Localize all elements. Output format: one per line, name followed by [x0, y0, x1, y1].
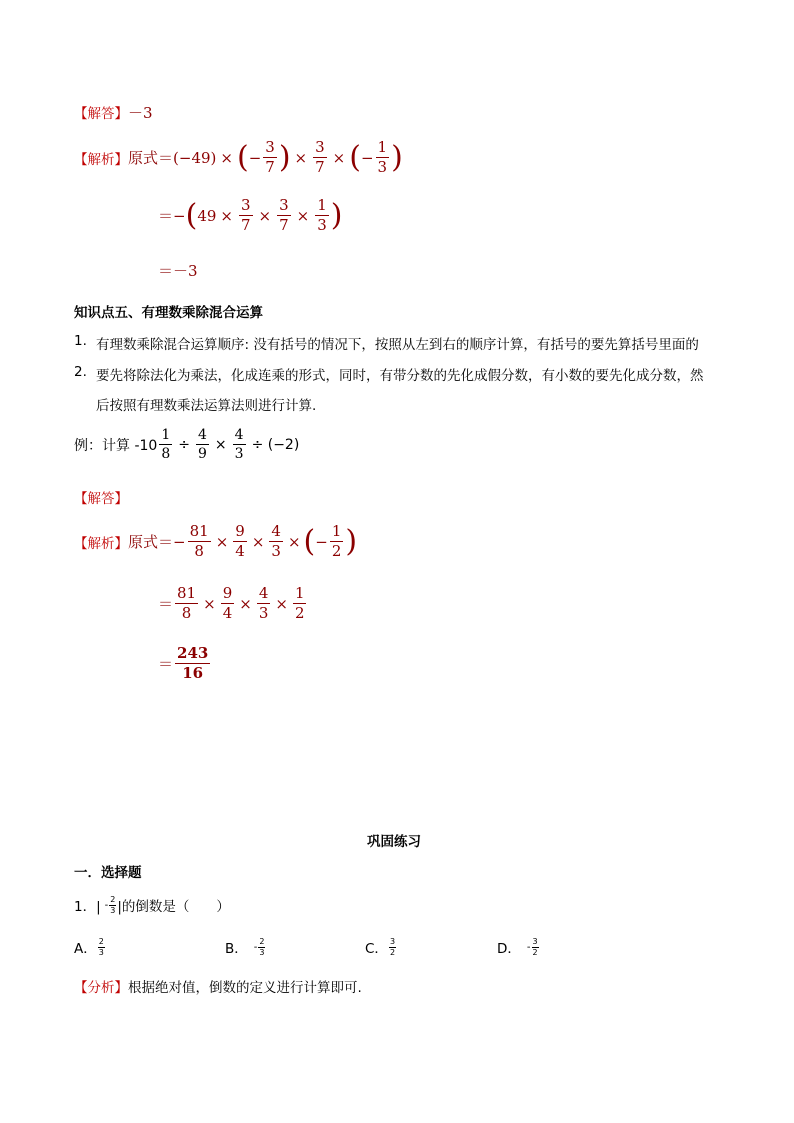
fraction: 2 3: [110, 894, 116, 915]
answer-value: －3: [128, 104, 153, 122]
times: ×: [296, 206, 310, 225]
fraction: $\frac{3}{7}$: [240, 196, 251, 234]
option-label: A．: [74, 941, 97, 957]
analysis-2-line-1: [74, 524, 357, 559]
times: ×: [251, 532, 265, 551]
yuanshi: 原式: [128, 149, 159, 167]
paren-close: ): [278, 139, 291, 175]
mixed-fraction: $\frac{1}{8}$: [161, 427, 171, 462]
option-label: B．: [225, 941, 248, 957]
analysis-label: 【解析】: [74, 535, 128, 552]
list-item-1: 有理数乘除混合运算顺序: 没有括号的情况下，按照从左到右的顺序计算，有括号的要先算括号里面的: [96, 337, 699, 353]
option-d[interactable]: [497, 937, 540, 957]
paren-close: ): [391, 139, 403, 175]
practice-title: 巩固练习: [367, 834, 421, 850]
result-fraction: $\frac{243}{16}$: [177, 644, 209, 682]
minus: -: [253, 941, 258, 953]
times: ×: [215, 532, 229, 551]
minus: −: [315, 532, 328, 551]
times: ×: [332, 148, 346, 167]
fraction: $\frac{1}{3}$: [317, 196, 327, 234]
analysis-1-result: ＝－3: [158, 262, 198, 280]
fraction: 2 3: [259, 936, 265, 957]
times: ×: [214, 436, 227, 453]
paren-close: ): [330, 197, 343, 233]
paren-open: (: [349, 139, 361, 175]
fraction: 2 3: [98, 936, 104, 957]
option-label: D．: [497, 941, 521, 957]
fraction: $\frac{1}{2}$: [331, 522, 342, 560]
times: ×: [220, 148, 233, 167]
equals-minus: ＝−: [158, 533, 186, 551]
example: [74, 428, 299, 461]
divide: ÷: [178, 436, 190, 453]
times: ×: [258, 206, 272, 225]
fraction: $\frac{81}{8}$: [177, 584, 197, 622]
fraction: $\frac{1}{3}$: [377, 138, 388, 176]
example-tail: ÷ (−2): [251, 436, 300, 453]
list-item-2-cont: 后按照有理数乘法运算法则进行计算.: [96, 398, 317, 414]
option-c[interactable]: [365, 937, 397, 957]
fraction: 3 2: [532, 936, 538, 957]
fraction: $\frac{4}{9}$: [197, 427, 207, 462]
equals: ＝: [158, 149, 174, 167]
paren-open: (: [236, 139, 249, 175]
example-prefix: 例：计算 -10: [74, 437, 158, 454]
analysis-label: 【解析】: [74, 151, 128, 168]
answer-1: [74, 102, 153, 123]
fraction: $\frac{81}{8}$: [189, 522, 209, 560]
minus: -: [526, 941, 531, 953]
list-item-2-number: 2.: [74, 364, 87, 380]
fraction: $\frac{3}{7}$: [265, 138, 275, 176]
minus: −: [248, 148, 262, 167]
paren-open: (: [185, 197, 198, 233]
analysis-2-result: [158, 646, 212, 681]
times: ×: [239, 594, 252, 613]
fraction: $\frac{4}{3}$: [258, 584, 269, 622]
minus: −: [360, 148, 374, 167]
list-item-2: 要先将除法化为乘法，化成连乘的形式，同时，有带分数的先化成假分数，有小数的要先化成分数，然: [96, 368, 704, 384]
question-prefix: 1．|: [74, 899, 101, 915]
paren-open: (: [303, 523, 316, 559]
analysis-2-line-2: [158, 586, 308, 621]
fraction: $\frac{4}{3}$: [234, 427, 244, 462]
analysis-1-line-1: [74, 140, 403, 175]
times: ×: [294, 148, 308, 167]
paren-close: ): [345, 523, 358, 559]
list-item-1-number: 1.: [74, 333, 87, 349]
question-1: [74, 895, 230, 915]
answer-label: 【解答】: [74, 491, 128, 507]
equals: ＝: [158, 207, 174, 225]
fraction: $\frac{9}{4}$: [222, 584, 233, 622]
times: ×: [203, 594, 216, 613]
fraction: $\frac{9}{4}$: [235, 522, 245, 560]
answer-label: 【解答】: [74, 106, 128, 122]
option-label: C．: [365, 941, 388, 957]
fraction: $\frac{3}{7}$: [315, 138, 325, 176]
analysis-1-line-2: [158, 198, 343, 233]
equals: ＝: [158, 595, 174, 613]
minus: -: [104, 899, 109, 911]
question-suffix: |的倒数是（ ）: [117, 899, 230, 915]
times: ×: [220, 206, 233, 225]
fraction: $\frac{4}{3}$: [271, 522, 281, 560]
equals: ＝: [158, 655, 174, 673]
times: ×: [287, 532, 301, 551]
analysis-label: 【分析】: [74, 980, 128, 996]
yuanshi: 原式: [128, 533, 159, 551]
fraction: 3 2: [389, 936, 396, 957]
fraction: $\frac{1}{2}$: [294, 584, 305, 622]
neg-49: (−49): [173, 148, 217, 167]
option-a[interactable]: [74, 937, 106, 957]
analysis-note: [74, 976, 362, 996]
section-title: 知识点五、有理数乘除混合运算: [74, 305, 263, 321]
analysis-text: 根据绝对值，倒数的定义进行计算即可.: [128, 980, 362, 996]
section-heading: 一．选择题: [74, 865, 142, 881]
times: ×: [275, 594, 288, 613]
option-b[interactable]: [225, 937, 266, 957]
fraction: $\frac{3}{7}$: [279, 196, 289, 234]
number-49: 49: [197, 206, 217, 225]
minus: −: [173, 206, 186, 225]
